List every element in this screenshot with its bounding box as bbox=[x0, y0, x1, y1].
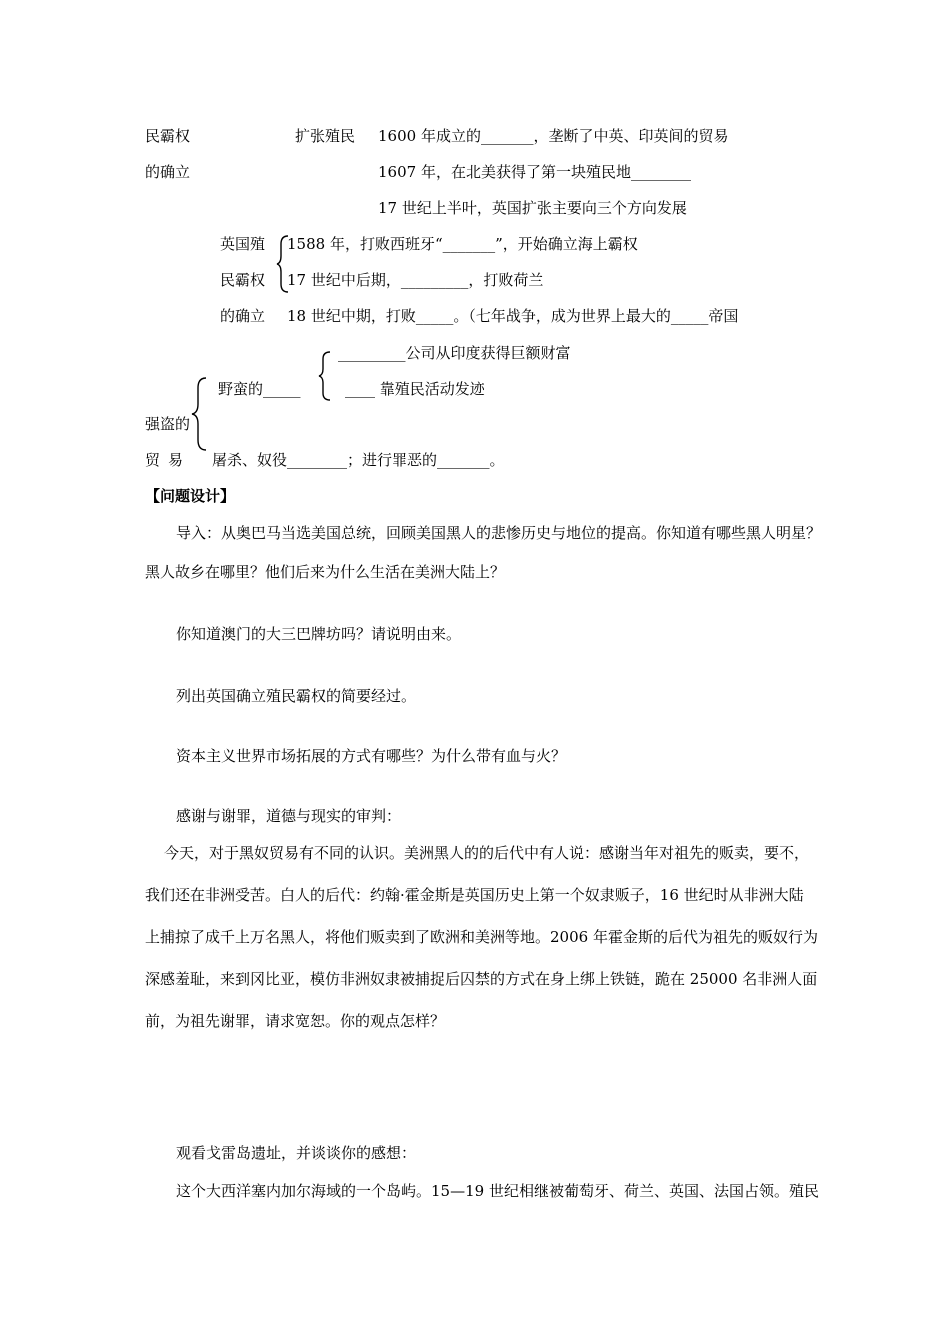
goree-line-1: 这个大西洋塞内加尔海域的一个岛屿。15—19 世纪相继被葡萄牙、荷兰、英国、法国占领。殖民 bbox=[176, 1182, 819, 1200]
intro-line-2: 黑人故乡在哪里？他们后来为什么生活在美洲大陆上？ bbox=[145, 563, 506, 581]
paragraph-line-4: 深感羞耻，来到冈比亚，模仿非洲奴隶被捕捉后囚禁的方式在身上绑上铁链，跪在 25000 名非洲人面 bbox=[145, 970, 818, 988]
intro-line-1: 导入：从奥巴马当选美国总统，回顾美国黑人的悲惨历史与地位的提高。你知道有哪些黑人明星？ bbox=[176, 524, 822, 542]
outline-left-label-1: 民霸权 bbox=[145, 127, 191, 145]
company-brace bbox=[318, 350, 332, 402]
question-market: 资本主义世界市场拓展的方式有哪些？为什么带有血与火？ bbox=[176, 747, 567, 765]
outline-line-1600: 1600 年成立的_______，垄断了中英、印英间的贸易 bbox=[378, 127, 729, 145]
outline-left-label-2: 的确立 bbox=[145, 163, 191, 181]
outline-slaughter-line: 屠杀、奴役________；进行罪恶的_______。 bbox=[212, 451, 505, 469]
outline-expand-label: 扩张殖民 bbox=[295, 127, 356, 145]
outline-trade-label: 贸易 bbox=[145, 451, 192, 469]
outline-line-18mid: 18 世纪中期，打败_____。（七年战争，成为世界上最大的_____帝国 bbox=[287, 307, 739, 325]
section-heading: 【问题设计】 bbox=[145, 487, 236, 505]
outline-line-17mid: 17 世纪中后期，_________，打败荷兰 bbox=[287, 271, 544, 289]
outline-uk-label-3: 的确立 bbox=[220, 307, 266, 325]
outline-robber-label: 强盗的 bbox=[145, 415, 191, 433]
outline-line-1588: 1588 年，打败西班牙“_______”，开始确立海上霸权 bbox=[287, 235, 638, 253]
question-uk: 列出英国确立殖民霸权的简要经过。 bbox=[176, 687, 417, 705]
outline-barbaric-label: 野蛮的_____ bbox=[218, 380, 301, 398]
paragraph-line-5: 前，为祖先谢罪，请求宽恕。你的观点怎样？ bbox=[145, 1012, 446, 1030]
robber-brace bbox=[190, 376, 208, 452]
paragraph-line-2: 我们还在非洲受苦。白人的后代：约翰·霍金斯是英国历史上第一个奴隶贩子，16 世纪时从非洲大陆 bbox=[145, 886, 804, 904]
paragraph-line-3: 上捕掠了成千上万名黑人，将他们贩卖到了欧洲和美洲等地。2006 年霍金斯的后代为祖先的贩奴行为 bbox=[145, 928, 818, 946]
question-thanks: 感谢与谢罪，道德与现实的审判： bbox=[176, 807, 402, 825]
outline-uk-label-1: 英国殖 bbox=[220, 235, 266, 253]
question-goree: 观看戈雷岛遗址，并谈谈你的感想： bbox=[176, 1144, 417, 1162]
question-macau: 你知道澳门的大三巴牌坊吗？请说明由来。 bbox=[176, 625, 462, 643]
outline-uk-label-2: 民霸权 bbox=[220, 271, 266, 289]
outline-company-line: _________公司从印度获得巨额财富 bbox=[338, 344, 571, 362]
paragraph-line-1: 今天，对于黑奴贸易有不同的认识。美洲黑人的的后代中有人说：感谢当年对祖先的贩卖，要不， bbox=[164, 844, 810, 862]
outline-line-1607: 1607 年，在北美获得了第一块殖民地________ bbox=[378, 163, 691, 181]
outline-line-17c: 17 世纪上半叶，英国扩张主要向三个方向发展 bbox=[378, 199, 687, 217]
outline-colonial-line: ____ 靠殖民活动发迹 bbox=[345, 380, 485, 398]
